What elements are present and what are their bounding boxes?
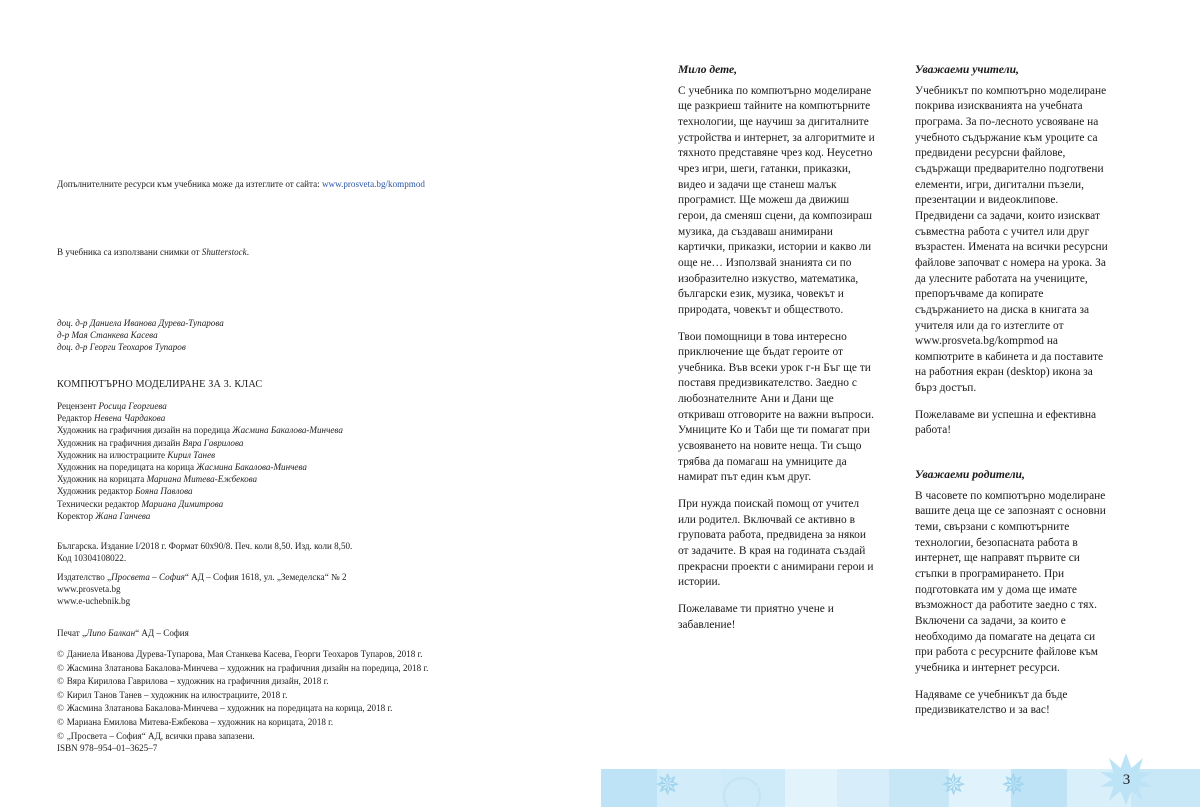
print-name: Липо Балкан bbox=[86, 628, 136, 638]
edition-line: Българска. Издание I/2018 г. Формат 60x90/8. Печ. коли 8,50. Изд. коли 8,50. bbox=[57, 541, 353, 551]
publisher-website-1[interactable]: www.prosveta.bg bbox=[57, 584, 121, 595]
paragraph: В часовете по компютърно моделиране вашите деца ще се запознаят с основни теми, свързани с компютърните технологии, безопасната работа в интернет, ще направят първите си стъпки в програмирането. При подготовката им у дома ще имате възможност да работите заедно с тях. Включени са задачи, за които е необходимо да помагате на децата си при работа с ресурсните файлове към учебника и интернет ресурси. bbox=[915, 489, 1106, 674]
print-prefix: Печат „ bbox=[57, 628, 87, 638]
photo-credit-suffix: . bbox=[246, 247, 250, 257]
credit-row bbox=[57, 449, 487, 461]
band-segment bbox=[837, 769, 889, 807]
decorative-star-icon: ✵ bbox=[941, 769, 967, 802]
paragraph: Пожелаваме ти приятно учене и забавление! bbox=[678, 603, 834, 631]
copyright-icon: © bbox=[57, 649, 65, 659]
band-segment bbox=[601, 769, 657, 807]
printing-house bbox=[57, 627, 497, 639]
paragraph: Учебникът по компютърно моделиране покрива изискванията на учебната програма. За по-лесното усвояване на учебното съдържание към уроците са предвидени ресурсни файлове, съдържащи предварително подготвени елементи, игри, дигитални пъзели, презентации и видеоклипове. Предвидени са задачи, които изискват съвместна работа с учител или друг възрастен. Имената на всички ресурсни файлове започват с номера на урока. За да улесните работата на учениците, препоръчваме да копирате съдържанието на диска в книгата за учителя или да го изтеглите от www.prosveta.bg/kompmod на компютрите в кабинета и да поставите на работния екран (desktop) икона за бърз достъп. bbox=[915, 84, 1108, 395]
edition-info bbox=[57, 540, 497, 564]
credit-row bbox=[57, 437, 487, 449]
copyright-list bbox=[57, 648, 537, 743]
copyright-row bbox=[57, 675, 537, 689]
copyright-icon: © bbox=[57, 730, 65, 741]
publisher-info bbox=[57, 571, 497, 608]
paragraph: При нужда поискай помощ от учител или родител. Включвай се активно в груповата работа, предвидена за някои от задачите. В края на годината създай прекрасни проекти с анимирани герои и истории. bbox=[678, 498, 874, 589]
copyright-text: Вяра Кирилова Гаврилова – художник на графичния дизайн, 2018 г. bbox=[66, 676, 329, 687]
photo-credit bbox=[57, 246, 477, 258]
band-segment bbox=[785, 769, 837, 807]
credit-name: Жасмина Бакалова-Минчева bbox=[196, 462, 307, 473]
credit-name: Невена Чардакова bbox=[94, 413, 166, 424]
copyright-icon: © bbox=[57, 662, 65, 673]
credit-role: Художник на корицата bbox=[57, 474, 147, 485]
edition-code: Код 10304108022. bbox=[57, 553, 127, 564]
publisher-website-2[interactable]: www.e-uchebnik.bg bbox=[57, 596, 131, 607]
credit-name: Росица Георгиева bbox=[98, 401, 167, 411]
right-page-foreword bbox=[600, 0, 1200, 807]
credit-role: Рецензент bbox=[57, 401, 99, 411]
credit-role: Технически редактор bbox=[57, 498, 142, 509]
band-segment bbox=[889, 769, 949, 807]
decorative-swirl-icon bbox=[751, 783, 781, 807]
paragraph: С учебника по компютърно моделиране ще разкриеш тайните на компютърните технологии, ще научиш за дигиталните устройства и интернет, за алгоритмите и тяхното представяне чрез код. Неусетно чрез игри, шеги, гатанки, приказки, видео и задачи ще станеш малък програмист. Ще можеш да движиш герои, да сменяш сцени, да композираш музика, да създаваш анимирани картички, приказки, истории и какво ли още не… Използвай знанията си по изобразително изкуство, математика, български език, музика, човекът и природата, човекът и обществото. bbox=[678, 84, 875, 316]
publisher-prefix: Издателство „ bbox=[57, 572, 112, 582]
credit-row bbox=[57, 412, 487, 424]
heading-dear-parents: Уважаеми родители, bbox=[915, 468, 1025, 482]
credit-role: Художник на илюстрациите bbox=[57, 449, 168, 460]
copyright-text: Мариана Емилова Митева-Ежбекова – художник на корицата, 2018 г. bbox=[66, 716, 334, 727]
authors-list bbox=[57, 317, 457, 354]
copyright-row bbox=[57, 689, 537, 703]
decorative-star-icon: ✵ bbox=[655, 769, 681, 802]
decorative-star-icon: ✵ bbox=[1001, 769, 1027, 802]
credit-row bbox=[57, 473, 487, 485]
credit-row bbox=[57, 424, 487, 436]
isbn: ISBN 978–954–01–3625–7 bbox=[57, 743, 158, 753]
column-child-address bbox=[678, 62, 876, 633]
credit-name: Бояна Павлова bbox=[135, 486, 193, 497]
paragraph: Надяваме се учебникът да бъде предизвикателство и за вас! bbox=[915, 688, 1068, 717]
resources-note bbox=[57, 178, 557, 190]
section-spacer bbox=[915, 450, 1115, 467]
copyright-text: Даниела Иванова Дурева-Тупарова, Мая Станкева Касева, Георги Теохаров Тупаров, 2018 г. bbox=[66, 649, 423, 659]
credit-role: Художник на графичния дизайн bbox=[57, 437, 183, 448]
credit-name: Мариана Димитрова bbox=[141, 498, 224, 509]
credit-row bbox=[57, 498, 487, 510]
credit-row bbox=[57, 485, 487, 497]
heading-dear-child: Мило дете, bbox=[678, 63, 738, 76]
copyright-icon: © bbox=[57, 689, 65, 700]
paragraph: Твои помощници в това интересно приключение ще бъдат героите от учебника. Във всеки урок г-н Бъг ще ти поставя предизвикателство. Заедно с любознателните Ани и Дани ще откриваш отговорите на важни въпроси. Умниците Ко и Таби ще ти помагат при усвояването на новите неща. Ти също трябва да помагаш на умниците да намират път един към друг. bbox=[678, 330, 874, 484]
copyright-icon: © bbox=[57, 716, 65, 727]
page-number-star bbox=[1099, 752, 1153, 806]
copyright-text: Кирил Танов Танев – художник на илюстрациите, 2018 г. bbox=[66, 689, 288, 700]
publisher-address bbox=[57, 571, 497, 583]
resources-note-text: Допълнителните ресурси към учебника може да изтеглите от сайта: bbox=[57, 179, 322, 189]
copyright-text: Жасмина Златанова Бакалова-Минчева – художник на поредицата на корица, 2018 г. bbox=[66, 703, 393, 714]
credit-row bbox=[57, 510, 487, 522]
copyright-row bbox=[57, 716, 537, 730]
author-name: доц. д-р Даниела Иванова Дурева-Тупарова bbox=[57, 318, 224, 328]
credit-name: Жана Ганчева bbox=[95, 510, 151, 521]
copyright-row bbox=[57, 662, 537, 676]
heading-dear-teachers: Уважаеми учители, bbox=[915, 63, 1019, 76]
copyright-text: „Просвета – София“ АД, всички права запазени. bbox=[66, 730, 255, 741]
copyright-row bbox=[57, 702, 537, 716]
credit-name: Мариана Митева-Ежбекова bbox=[146, 474, 258, 485]
publisher-suffix: “ АД – София 1618, ул. „Земеделска“ № 2 bbox=[184, 572, 347, 582]
credit-role: Художник редактор bbox=[57, 486, 136, 497]
credit-name: Вяра Гаврилова bbox=[182, 437, 244, 448]
publisher-name: Просвета – София bbox=[111, 572, 185, 582]
credit-row bbox=[57, 400, 487, 412]
print-suffix: “ АД – София bbox=[135, 628, 189, 638]
copyright-icon: © bbox=[57, 676, 65, 687]
credits-list bbox=[57, 400, 487, 522]
copyright-row bbox=[57, 648, 537, 662]
credit-role: Художник на графичния дизайн на поредица bbox=[57, 425, 233, 436]
author-name: доц. д-р Георги Теохаров Тупаров bbox=[57, 342, 186, 353]
page-number: 3 bbox=[1122, 771, 1131, 788]
copyright-text: Жасмина Златанова Бакалова-Минчева – художник на графичния дизайн на поредица, 2018 г. bbox=[66, 662, 429, 673]
credit-role: Коректор bbox=[57, 510, 96, 521]
paragraph: Пожелаваме ви успешна и ефективна работа! bbox=[915, 408, 1097, 437]
credit-role: Редактор bbox=[57, 413, 95, 424]
credit-role: Художник на поредицата на корица bbox=[57, 462, 197, 473]
column-teachers-parents-address bbox=[915, 62, 1115, 719]
book-title: КОМПЮТЪРНО МОДЕЛИРАНЕ ЗА 3. КЛАС bbox=[57, 379, 263, 390]
credit-name: Кирил Танев bbox=[167, 449, 216, 460]
photo-credit-prefix: В учебника са използвани снимки от bbox=[57, 247, 202, 257]
author-name: д-р Мая Станкева Касева bbox=[57, 330, 158, 341]
photo-credit-source: Shutterstock bbox=[201, 247, 247, 257]
credit-name: Жасмина Бакалова-Минчева bbox=[232, 425, 343, 436]
credit-row bbox=[57, 461, 487, 473]
resources-url[interactable]: www.prosveta.bg/kompmod bbox=[321, 179, 425, 189]
copyright-icon: © bbox=[57, 703, 65, 714]
